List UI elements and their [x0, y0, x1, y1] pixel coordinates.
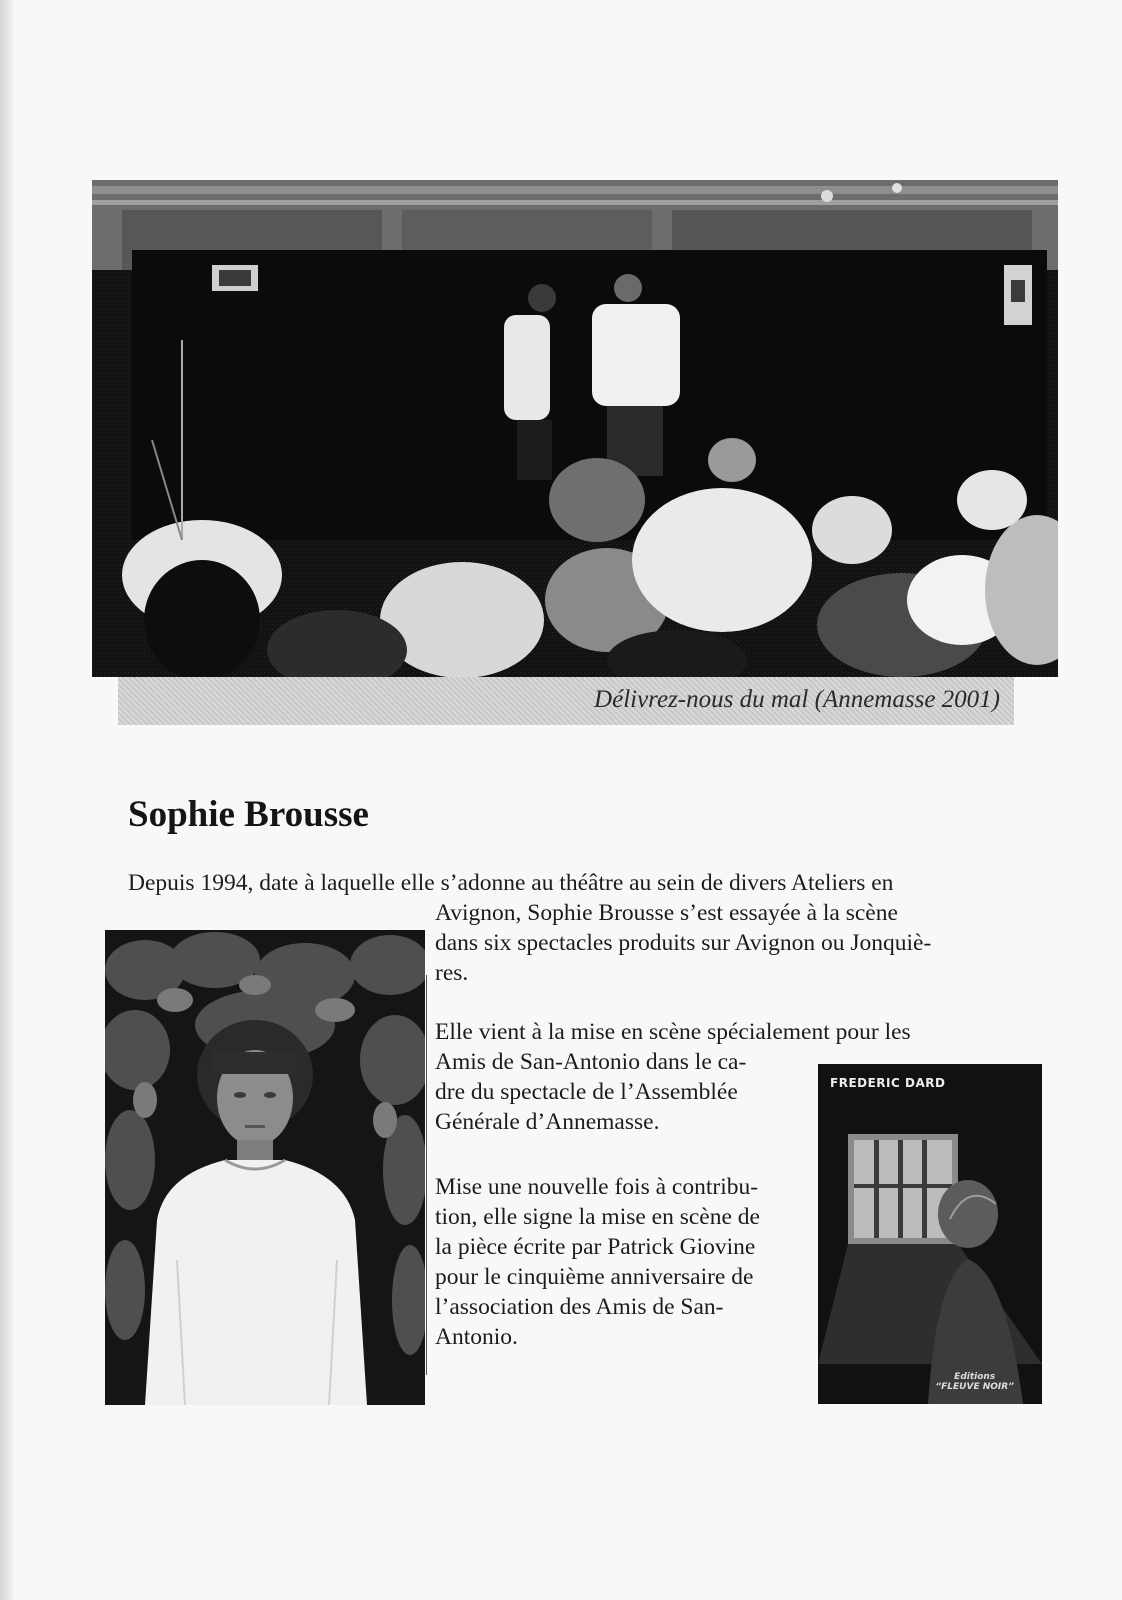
text-line: pour le cinquième anniversaire de [435, 1264, 754, 1290]
paragraph-1 [435, 898, 987, 988]
scan-edge [0, 0, 14, 1600]
text-line: tion, elle signe la mise en scène de [435, 1204, 760, 1230]
text-line: l’association des Amis de San- [435, 1294, 724, 1320]
portrait-photo [105, 930, 425, 1405]
column-divider [426, 975, 427, 1375]
text-line: la pièce écrite par Patrick Giovine [435, 1234, 756, 1260]
text-line: Avignon, Sophie Brousse s’est essayée à la scène [435, 900, 898, 926]
text-line: Antonio. [435, 1324, 518, 1350]
text-line: Générale d’Annemasse. [435, 1109, 660, 1135]
stage-performance-photo [92, 180, 1058, 677]
photo-caption: Délivrez-nous du mal (Annemasse 2001) [594, 686, 1000, 713]
book-cover-image [818, 1064, 1042, 1404]
publisher-line: Editions [954, 1372, 996, 1382]
paragraph-1-first-line: Depuis 1994, date à laquelle elle s’adonne au théâtre au sein de divers Ateliers en [128, 870, 894, 896]
paragraph-3 [435, 1172, 815, 1352]
text-line: dans six spectacles produits sur Avignon ou Jonquiè- [435, 930, 932, 956]
text-line: Amis de San-Antonio dans le ca- [435, 1049, 747, 1075]
text-line: Elle vient à la mise en scène spécialement pour les [435, 1019, 911, 1045]
text-line: Mise une nouvelle fois à contribu- [435, 1174, 759, 1200]
publisher-line: “FLEUVE NOIR” [935, 1382, 1014, 1392]
caption-bar [118, 677, 1014, 725]
text-line: res. [435, 960, 469, 986]
book-author: FREDERIC DARD [830, 1076, 946, 1090]
text-line: dre du spectacle de l’Assemblée [435, 1079, 738, 1105]
book-publisher [935, 1372, 1014, 1392]
section-heading: Sophie Brousse [128, 794, 369, 835]
